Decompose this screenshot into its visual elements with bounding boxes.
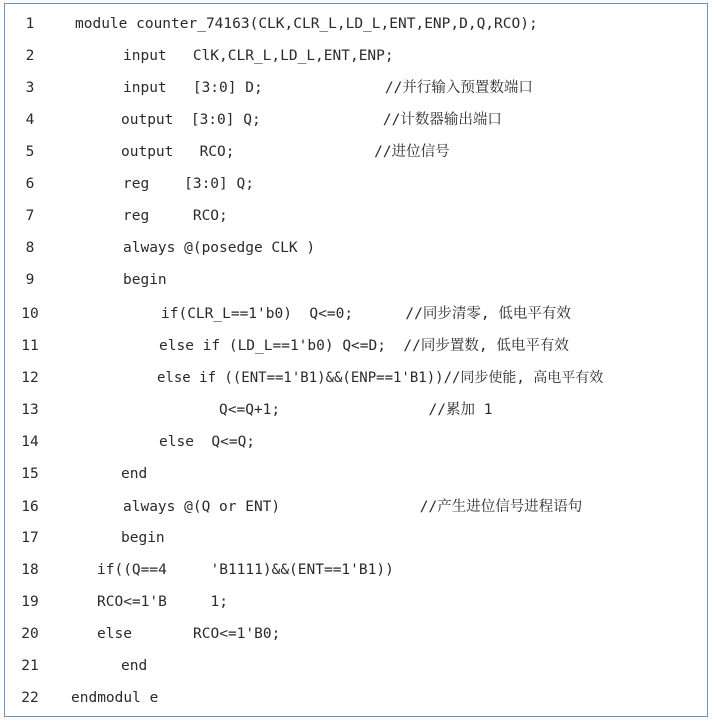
code-text: input ClK,CLR_L,LD_L,ENT,ENP;: [123, 48, 394, 64]
code-listing-frame: [4, 3, 708, 717]
code-text: output [3:0] Q; //计数器输出端口: [121, 112, 502, 128]
code-text: always @(posedge CLK ): [123, 240, 316, 256]
line-number: 6: [25, 176, 35, 192]
code-text: else Q<=Q;: [159, 434, 256, 450]
line-number: 3: [25, 80, 35, 96]
code-text: if((Q==4 'B1111)&&(ENT==1'B1)): [97, 562, 394, 578]
code-text: endmodul e: [71, 690, 159, 706]
line-number: 17: [21, 530, 39, 546]
line-number: 9: [25, 272, 35, 288]
code-text: begin: [121, 530, 165, 546]
line-number: 10: [21, 306, 39, 322]
code-text: RCO<=1'B 1;: [97, 594, 228, 610]
line-number: 14: [21, 434, 39, 450]
line-number: 4: [25, 112, 35, 128]
line-number: 19: [21, 594, 39, 610]
line-number: 1: [25, 16, 35, 32]
code-text: input [3:0] D; //并行输入预置数端口: [123, 80, 533, 96]
code-text: output RCO; //进位信号: [121, 144, 450, 160]
code-text: if(CLR_L==1'b0) Q<=0; //同步清零, 低电平有效: [161, 306, 571, 322]
line-number: 21: [21, 658, 39, 674]
line-number: 12: [21, 370, 39, 386]
line-number: 7: [25, 208, 35, 224]
line-number: 16: [21, 499, 39, 515]
code-text: else RCO<=1'B0;: [97, 626, 281, 642]
code-text: end: [121, 658, 148, 674]
line-number: 11: [21, 338, 39, 354]
line-number: 8: [25, 240, 35, 256]
code-text: begin: [123, 272, 167, 288]
line-number: 20: [21, 626, 39, 642]
line-number: 5: [25, 144, 35, 160]
code-text: Q<=Q+1; //累加 1: [219, 402, 493, 418]
code-text: reg RCO;: [123, 208, 228, 224]
code-text: else if (LD_L==1'b0) Q<=D; //同步置数, 低电平有效: [159, 338, 569, 354]
line-number: 18: [21, 562, 39, 578]
code-text: end: [121, 466, 148, 482]
line-number: 15: [21, 466, 39, 482]
code-text: reg [3:0] Q;: [123, 176, 254, 192]
code-text: module counter_74163(CLK,CLR_L,LD_L,ENT,ENP,D,Q,RCO);: [75, 16, 538, 32]
line-number: 2: [25, 48, 35, 64]
line-number: 22: [21, 690, 39, 706]
code-text: always @(Q or ENT) //产生进位信号进程语句: [123, 499, 583, 515]
code-text: else if ((ENT==1'B1)&&(ENP==1'B1))//同步使能, 高电平有效: [157, 370, 604, 386]
line-number: 13: [21, 402, 39, 418]
